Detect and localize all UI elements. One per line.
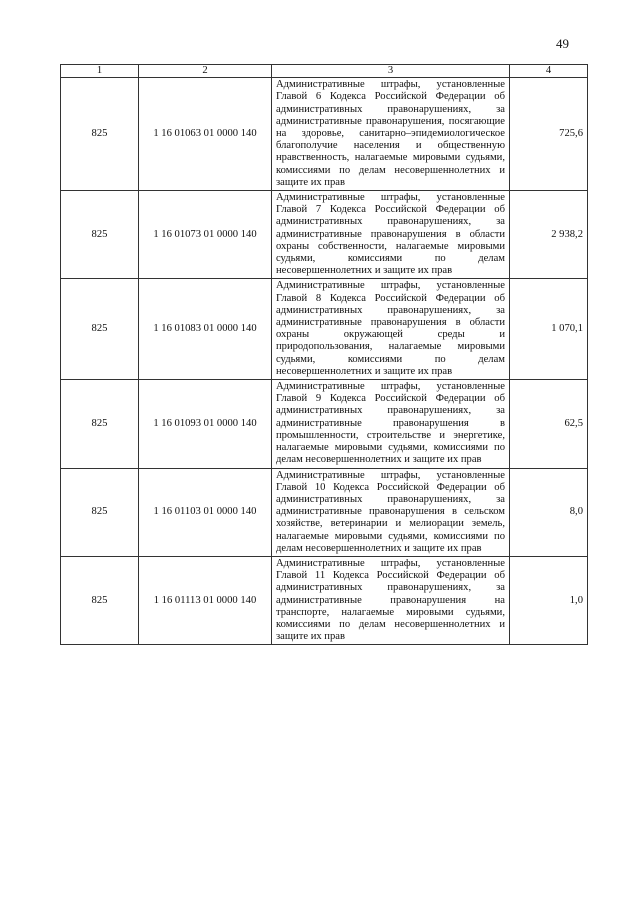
description-cell: Административные штрафы, установленные Главой 9 Кодекса Российской Федерации об административных правонарушениях, за административные правонарушения в промышленности, строительстве и энергетике, налагаемые мировыми судьями, комиссиями по делам несовершеннолетних и защите их прав: [272, 380, 510, 468]
table-row: [61, 556, 588, 644]
amount-cell: 1,0: [510, 556, 588, 644]
column-header-1: 1: [61, 65, 139, 78]
table-row: [61, 191, 588, 279]
amount-cell: 725,6: [510, 78, 588, 191]
amount-cell: 8,0: [510, 468, 588, 556]
admin-code-cell: 825: [61, 556, 139, 644]
revenue-table: [60, 64, 588, 645]
amount-cell: 62,5: [510, 380, 588, 468]
budget-code-cell: 1 16 01103 01 0000 140: [139, 468, 272, 556]
budget-code-cell: 1 16 01093 01 0000 140: [139, 380, 272, 468]
description-cell: Административные штрафы, установленные Главой 11 Кодекса Российской Федерации об административных правонарушениях, за административные правонарушения на транспорте, налагаемые мировыми судьями, комиссиями по делам несовершеннолетних и защите их прав: [272, 556, 510, 644]
budget-code-cell: 1 16 01083 01 0000 140: [139, 279, 272, 380]
description-cell: Административные штрафы, установленные Главой 10 Кодекса Российской Федерации об административных правонарушениях, за административные правонарушения в сельском хозяйстве, ветеринарии и мелиорации земель, налагаемые мировыми судьями, комиссиями по делам несовершеннолетних и защите их прав: [272, 468, 510, 556]
admin-code-cell: 825: [61, 279, 139, 380]
table-row: [61, 468, 588, 556]
admin-code-cell: 825: [61, 380, 139, 468]
amount-cell: 1 070,1: [510, 279, 588, 380]
column-header-4: 4: [510, 65, 588, 78]
budget-code-cell: 1 16 01113 01 0000 140: [139, 556, 272, 644]
page-number: 49: [556, 36, 569, 51]
table-row: [61, 279, 588, 380]
admin-code-cell: 825: [61, 468, 139, 556]
description-cell: Административные штрафы, установленные Главой 8 Кодекса Российской Федерации об административных правонарушениях, за административные правонарушения в области охраны окружающей среды и природопользования, налагаемые мировыми судьями, комиссиями по делам несовершеннолетних и защите их прав: [272, 279, 510, 380]
column-header-2: 2: [139, 65, 272, 78]
column-header-3: 3: [272, 65, 510, 78]
budget-code-cell: 1 16 01063 01 0000 140: [139, 78, 272, 191]
description-cell: Административные штрафы, установленные Главой 6 Кодекса Российской Федерации об административных правонарушениях, за административные правонарушения, посягающие на здоровье, санитарно–эпидемиологическое благополучие населения и общественную нравственность, налагаемые мировыми судьями, комиссиями по делам несовершеннолетних и защите их прав: [272, 78, 510, 191]
table-header-row: [61, 65, 588, 78]
description-cell: Административные штрафы, установленные Главой 7 Кодекса Российской Федерации об административных правонарушениях, за административные правонарушения в области охраны собственности, налагаемые мировыми судьями, комиссиями по делам несовершеннолетних и защите их прав: [272, 191, 510, 279]
admin-code-cell: 825: [61, 78, 139, 191]
admin-code-cell: 825: [61, 191, 139, 279]
table-row: [61, 78, 588, 191]
table-row: [61, 380, 588, 468]
budget-code-cell: 1 16 01073 01 0000 140: [139, 191, 272, 279]
amount-cell: 2 938,2: [510, 191, 588, 279]
